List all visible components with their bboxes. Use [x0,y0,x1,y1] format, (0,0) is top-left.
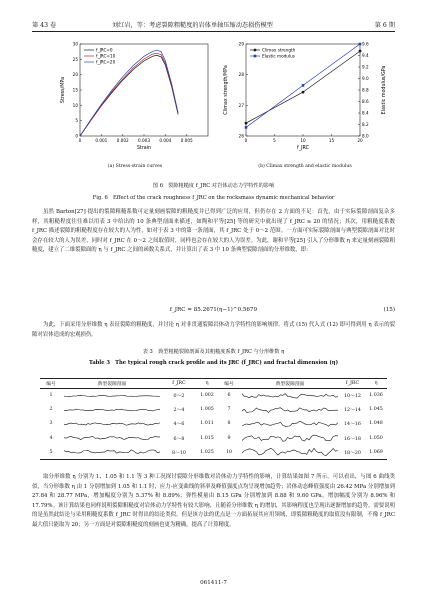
series-line [246,51,360,123]
y2-tick-label: 8.8 [362,87,369,93]
eta-value-2: 1.045 [369,407,383,413]
jrc-range: 6～8 [173,436,185,442]
row-id: 5 [40,445,62,459]
row-id: 4 [49,435,53,441]
panel-a-caption: (a) Stress-strain curves [107,164,163,169]
y2-tick-label: 9.2 [362,64,369,70]
eta-value: 1.015 [200,435,214,441]
jrc-range: 0～2 [173,394,185,400]
y-tick-label: 26 [238,133,244,139]
series-point [245,122,248,125]
series-point [359,43,362,46]
jrc-range-2: 14～16 [343,422,361,428]
y-axis-label: Climax strength/MPa [224,65,229,115]
eta-value-2: 1.036 [369,393,383,399]
profile [62,431,162,445]
paragraph-1: 虽然 Barton[27] 提出的裂隙粗糙系数可定量刻画裂隙的粗糙度并已得到广泛的应用，但仍存在 2 方面的不足：首先，由于实际裂隙剖面复杂多样，其粗糙程度往往难以用表 3 中给出的 10 条典型剖面来描述，如陶和平等[25] 等的研究中就出现了 f_JRC ≥ 20 的情况；其次，用粗糙度系数 f_JRC 描述裂隙的粗糙程度存在较大的人为性，如对于表 3 中的第一条剖面，其 f_JRC 处于 0～2 范围。一方面可实际裂隙剖面与典型裂隙剖面对比时会存在较大的人为误差，同时对 f_JRC 在 0～2 之间取值时，同样也会存在较大的人为误差。为此，谢和平等[25] 引入了分形维数 η 来定量刻画裂隙粗糙度，建立了二维裂隙面的 η 与 f_JRC 之间的函数关系式，并计算出了表 3 中 10 条典型裂隙剖面的分形维数，即： [32,209,395,254]
y2-tick-label: 9.6 [362,41,369,47]
profile-2 [240,403,340,417]
profile [62,417,162,431]
legend-label: f_JRC=0 [96,47,113,53]
y2-tick-label: 8.4 [362,110,369,116]
table-row [40,403,387,417]
series-point [359,50,362,53]
y-tick-label: 29 [238,41,244,47]
y2-tick-label: 8.6 [362,99,369,104]
col-header-id: 编号 [40,379,62,389]
series-line [80,53,178,136]
legend-marker [254,55,257,58]
col-header-id-2: 编号 [218,379,240,389]
profile [62,389,162,403]
y2-tick-label: 8.2 [362,122,369,127]
chart-strength-modulus [220,38,390,164]
paragraph-2: 为此，下面采用分形维数 η 表征裂隙的粗糙度，并讨论 η 对非贯通裂隙岩体动力学特性的影响规律。将式 (15) 代入式 (12) 即可得到用 η 表示的裂隙对岩体造成的宏观损伤。 [32,322,395,338]
paragraph-3: 取分形维数 η 分别为 1、1.05 和 1.1 等 3 种工况探讨裂隙分形维数对岩体动力学特性的影响，计算结果如图 7 所示。可以看出，与图 6 曲线类似，当分形维数 η 由 1 分别增加到 1.05 和 1.1 时，应力-应变曲线的斜率及峰值强度点均呈现增加趋势；岩体动态峰值强度由 26.42 MPa 分别增加到 27.84 和 28.77 MPa，增加幅度分别为 5.37% 和 8.89%；弹性模量由 8.15 GPa 分别增加到 8.88 和 9.60 GPa，增加幅度分别为 8.96% 和 17.79%。该计算结果也同样说明裂隙粗糙度对岩体动力学特性有较大影响，且随着分形维数 η 的增加，其影响程度也呈现出逐渐增加的趋势。需要说明的是虽然此结论与采用粗糙度系数 f_JRC 时得出的结论类似，但是该方法的优点是一方面拓展其应用领域，即裂隙粗糙度的取值没有限制，不像 f_JRC 最大值只能取为 20；另一方面是对裂隙粗糙度的刻画也更为精确，提高了计算精度。 [32,474,395,528]
table-row [40,445,387,459]
figure-caption-cn: 图 6 裂隙粗糙度 f_JRC 对岩体动态力学特性的影响 [152,183,275,189]
chart-stress-strain [58,38,218,164]
legend-label: Climax strength [262,47,296,53]
equation-number: (15) [383,307,395,313]
table-header-row [40,379,387,389]
y-tick-label: 28 [238,72,244,78]
legend-label: f_JRC=10 [96,53,116,59]
col-header-eta: η [196,379,218,389]
profile-2 [240,389,340,403]
x-tick-label: 15 [328,138,335,143]
eta-value-2: 1.069 [365,445,387,459]
eta-value: 1.011 [200,421,214,427]
series-point [245,126,248,129]
figure-caption-en: Fig. 6 Effect of the crack roughness f_JRC on the rocksmass dynamic mechanical behavior [92,195,335,201]
y-tick-label: 0 [75,133,78,139]
x-tick-label: 0.005 [180,138,193,143]
running-title: 刘红岩，等：考虑裂隙粗糙度的岩体单轴压缩动态损伤模型 [112,22,273,29]
profile-2 [240,445,340,459]
profile [62,403,162,417]
jrc-range-2: 16～18 [343,436,361,442]
table-row [40,417,387,431]
row-id-2: 7 [227,407,231,413]
volume-label: 第 43 卷 [32,22,57,29]
row-id-2: 10 [218,445,240,459]
table-caption-en: Table 3 The typical rough crack profile and its JRC (f_JRC) and fractal dimension (η) [88,360,339,366]
y-tick-label: 5 [75,118,78,124]
jrc-range-2: 10～12 [343,394,361,400]
table-row [40,389,387,403]
col-header-jrc-2: f_JRC [340,379,365,389]
y2-tick-label: 8.0 [362,133,369,139]
table-3 [40,378,387,460]
jrc-range: 2～4 [173,408,185,414]
x-tick-label: 0 [244,138,248,143]
y-tick-label: 30 [72,41,78,47]
legend-marker [254,49,257,52]
series-point [302,84,305,87]
header-rule [32,31,395,32]
series-line [80,55,178,136]
y2-tick-label: 9.0 [362,76,369,81]
row-id-2: 8 [227,421,231,427]
eta-value: 1.005 [200,407,214,413]
x-tick-label: 0 [78,138,82,143]
y2-tick-label: 9.4 [362,53,369,58]
col-header-jrc: f_JRC [162,379,196,389]
col-header-profile: 典型裂隙剖面 [62,379,162,389]
eta-value-2: 1.048 [369,421,383,427]
table-row [40,431,387,445]
jrc-range-2: 12～14 [343,408,361,414]
eta-value: 1.002 [200,393,214,399]
y-axis-label: Stress/MPa [61,76,66,104]
equation-body: f_JRC = 85.2671(η−1)^0.5679 [169,307,258,313]
jrc-range: 4～6 [173,422,185,428]
eta-value: 1.025 [196,445,218,459]
row-id: 3 [49,421,53,427]
eta-value-2: 1.050 [369,435,383,441]
x-axis-label: Strain [136,146,152,151]
x-tick-label: 0.004 [159,138,172,143]
y2-axis-label: Elastic modulus/GPa [382,65,387,115]
x-tick-label: 0.002 [116,138,129,143]
col-header-eta-2: η [365,379,387,389]
series-point [302,91,305,94]
series-line [80,47,178,136]
col-header-profile-2: 典型裂隙剖面 [240,379,340,389]
issue-label: 第 6 期 [374,22,395,29]
profile-2 [240,417,340,431]
row-id: 2 [49,407,53,413]
profile-2 [240,431,340,445]
legend-label: f_JRC=20 [96,59,116,65]
row-id: 1 [49,393,53,399]
profile [62,445,162,459]
table-caption-cn: 表 3 典型粗糙裂隙剖面及其粗糙度系数 f_JRC 与分形维数 η [142,349,285,355]
row-id-2: 6 [227,393,231,399]
x-axis-label: f_JRC [297,146,309,151]
y-tick-label: 25 [72,56,78,62]
equation-15 [32,307,395,317]
jrc-range-2: 18～20 [340,445,365,459]
x-tick-label: 20 [357,138,363,143]
x-tick-label: 0.001 [95,138,108,143]
jrc-range: 8～10 [162,445,196,459]
y-tick-label: 10 [72,102,78,108]
y-tick-label: 27 [238,102,244,108]
y-tick-label: 15 [72,87,78,93]
panel-b-caption: (b) Climax strength and elastic modulus [258,164,352,169]
page-number: 061411-7 [200,580,227,586]
x-tick-label: 5 [273,138,276,143]
row-id-2: 9 [227,435,231,441]
x-tick-label: 10 [300,138,306,143]
x-tick-label: 0.003 [138,138,150,143]
legend-label: Elastic modulus [262,53,295,59]
y-tick-label: 20 [72,72,78,78]
